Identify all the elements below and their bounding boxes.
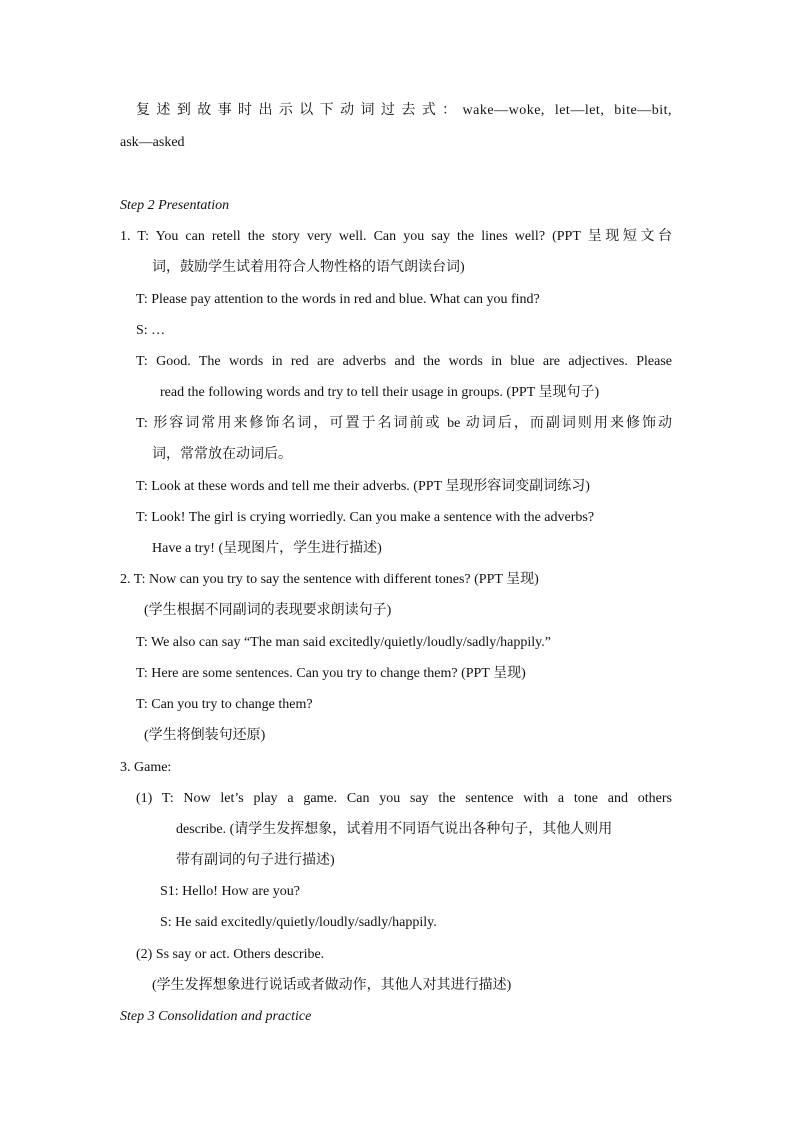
item1-dialogue-6a: T: Look! The girl is crying worriedly. Can you make a sentence with the adverbs? xyxy=(136,510,595,525)
item3-line-1: 3. Game: xyxy=(120,760,172,775)
item3-sub1-b: describe. (请学生发挥想象，试着用不同语气说出各种句子，其他人则用 xyxy=(176,822,613,837)
item1-dialogue-2: S: … xyxy=(136,323,166,338)
item1-dialogue-3b: read the following words and try to tell their usage in groups. (PPT 呈现句子) xyxy=(160,385,600,400)
step2-heading: Step 2 Presentation xyxy=(120,198,230,213)
intro-line-1: 复述到故事时出示以下动词过去式：wake—woke, let—let, bite—bit, xyxy=(136,103,672,118)
intro-line-2: ask—asked xyxy=(120,135,185,150)
step3-heading: Step 3 Consolidation and practice xyxy=(120,1009,312,1024)
item1-dialogue-5: T: Look at these words and tell me their adverbs. (PPT 呈现形容词变副词练习) xyxy=(136,479,590,494)
item1-line-1: 1. T: You can retell the story very well. Can you say the lines well? (PPT 呈现短文台 xyxy=(120,229,672,244)
item1-dialogue-4b: 词，常常放在动词后。 xyxy=(152,447,292,462)
item3-sub2-a: (2) Ss say or act. Others describe. xyxy=(136,947,325,962)
item1-dialogue-1: T: Please pay attention to the words in red and blue. What can you find? xyxy=(136,292,540,307)
item1-dialogue-4a: T: 形容词常用来修饰名词，可置于名词前或 be 动词后，而副词则用来修饰动 xyxy=(136,416,672,431)
item3-s2: S: He said excitedly/quietly/loudly/sadly/happily. xyxy=(160,915,437,930)
item2-line-1: 2. T: Now can you try to say the sentence with different tones? (PPT 呈现) xyxy=(120,572,539,587)
item3-sub1-a: (1) T: Now let’s play a game. Can you say the sentence with a tone and others xyxy=(136,791,672,806)
item2-dialogue-1: T: We also can say “The man said excitedly/quietly/loudly/sadly/happily.” xyxy=(136,635,551,650)
item3-s1: S1: Hello! How are you? xyxy=(160,884,300,899)
item1-line-2: 词，鼓励学生试着用符合人物性格的语气朗读台词) xyxy=(152,260,465,275)
item1-dialogue-3a: T: Good. The words in red are adverbs and the words in blue are adjectives. Please xyxy=(136,354,672,369)
item2-dialogue-3: T: Can you try to change them? xyxy=(136,697,313,712)
item3-sub1-c: 带有副词的句子进行描述) xyxy=(176,853,335,868)
item2-dialogue-4: (学生将倒装句还原) xyxy=(144,728,266,743)
item2-line-2: (学生根据不同副词的表现要求朗读句子) xyxy=(144,603,392,618)
item2-dialogue-2: T: Here are some sentences. Can you try to change them? (PPT 呈现) xyxy=(136,666,526,681)
item3-sub2-b: (学生发挥想象进行说话或者做动作，其他人对其进行描述) xyxy=(152,978,512,993)
item1-dialogue-6b: Have a try! (呈现图片，学生进行描述) xyxy=(152,541,382,556)
